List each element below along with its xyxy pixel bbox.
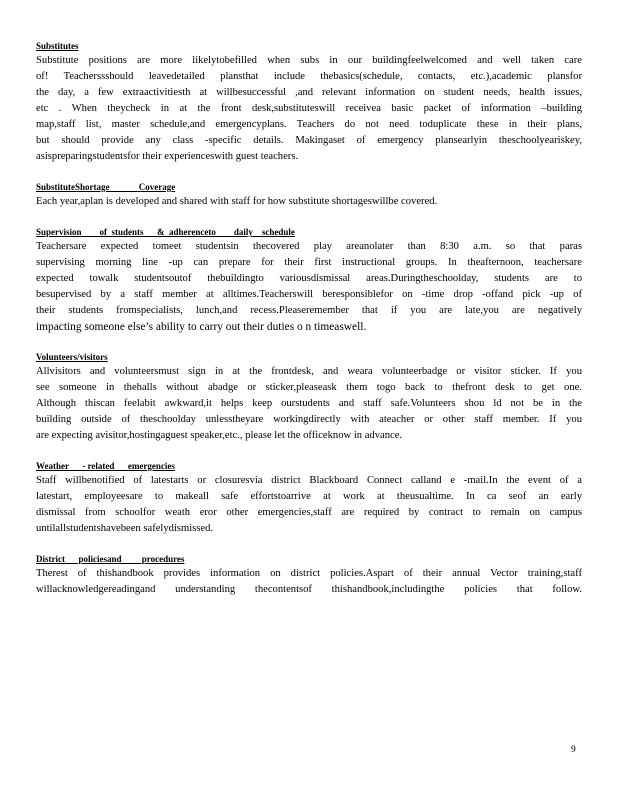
paragraph-line: of! Teacherssshould leavedetailed plansthat include thebasics(schedule, contacts, etc.),academic plansfor bbox=[36, 71, 582, 82]
section-heading: Volunteers/visitors bbox=[36, 352, 108, 362]
section-substitute-shortage bbox=[36, 181, 582, 210]
paragraph-line: their students fromspecialists, lunch,and recess.Pleaseremember that if you are late,you are negatively bbox=[36, 305, 582, 316]
section-heading: Weather - related emergencies bbox=[36, 461, 175, 471]
page-number: 9 bbox=[571, 745, 576, 755]
paragraph-line: Each year,aplan is developed and shared with staff for how substitute shortageswillbe covered. bbox=[36, 196, 438, 207]
section-heading: Substitutes bbox=[36, 41, 79, 51]
paragraph-line: besupervised by a staff member at alltimes.Teacherswill beresponsiblefor on -time drop -offand pick -up of bbox=[36, 289, 582, 300]
paragraph-line: building outside of theschoolday unlesstheyare workingdirectly with ateacher or other staff member. If you bbox=[36, 414, 582, 425]
paragraph-line: expected towalk studentsoutof thebuildingto variousdismissal areas.Duringtheschoolday, students are to bbox=[36, 273, 582, 284]
paragraph-line: Substitute positions are more likelytobefilled when subs in our buildingfeelwelcomed and well taken care bbox=[36, 55, 582, 66]
paragraph-line: willacknowledgereadingand understanding thecontentsof thishandbook,includingthe policies that follow. bbox=[36, 584, 582, 595]
section-heading: Supervision of students & adherenceto daily schedule bbox=[36, 227, 295, 237]
section-heading: District policiesand procedures bbox=[36, 554, 185, 564]
paragraph-line: the day, a few extraactivitiesth at willbesuccessful ,and relevant information on student needs, health issues, bbox=[36, 87, 582, 98]
section-district-policies bbox=[36, 553, 582, 598]
paragraph-line: Staff willbenotified of latestarts or closuresvia district Blackboard Connect calland e -mail.In the event of a bbox=[36, 475, 582, 486]
paragraph-line: asispreparingstudentsfor their experienceswith guest teachers. bbox=[36, 151, 299, 162]
paragraph-line: Therest of thishandbook provides information on district policies.Aspart of their annual Vector training,staff bbox=[36, 568, 582, 579]
paragraph-line: see someone in thehalls without abadge or sticker,pleaseask them togo back to thefront desk to get one. bbox=[36, 382, 582, 393]
paragraph-line: dismissal from schoolfor weath eror other emergencies,staff are required by contract to remain on campus bbox=[36, 507, 582, 518]
paragraph-line: untilallstudentshavebeen safelydismissed. bbox=[36, 523, 214, 534]
paragraph-line: etc . When theycheck in at the front desk,substituteswill receivea basic packet of information –building bbox=[36, 103, 582, 114]
paragraph-line: are expecting avisitor,hostingaguest speaker,etc., please let the officeknow in advance. bbox=[36, 430, 403, 441]
paragraph-line: but should provide any class -specific details. Makingaset of emergency plansearlyin theschoolyeariskey, bbox=[36, 135, 582, 146]
paragraph-line: Allvisitors and volunteersmust sign in at the frontdesk, and weara volunteerbadge or visitor sticker. If you bbox=[36, 366, 582, 377]
document-page bbox=[36, 40, 582, 614]
paragraph-line: latestart, employeesare to makeall safe effortstoarrive at work at theusualtime. In ca seof an early bbox=[36, 491, 582, 502]
section-weather bbox=[36, 460, 582, 537]
paragraph-line: Although thiscan feelabit awkward,it helps keep ourstudents and staff safe.Volunteers shou ld not be in the bbox=[36, 398, 582, 409]
paragraph-line: impacting someone else’s ability to carry out their duties o n timeaswell. bbox=[36, 321, 367, 333]
section-volunteers bbox=[36, 351, 582, 444]
section-supervision bbox=[36, 226, 582, 335]
paragraph-line: supervising morning line -up can prepare for their first instructional groups. In theafternoon, teachersare bbox=[36, 257, 582, 268]
paragraph-line: map,staff list, master schedule,and emergencyplans. Teachers do not need toduplicate these in their plans, bbox=[36, 119, 582, 130]
section-heading: SubstituteShortage Coverage bbox=[36, 182, 176, 192]
paragraph-line: Teachersare expected tomeet studentsin thecovered play areanolater than 8:30 a.m. so that paras bbox=[36, 241, 582, 252]
section-substitutes bbox=[36, 40, 582, 165]
